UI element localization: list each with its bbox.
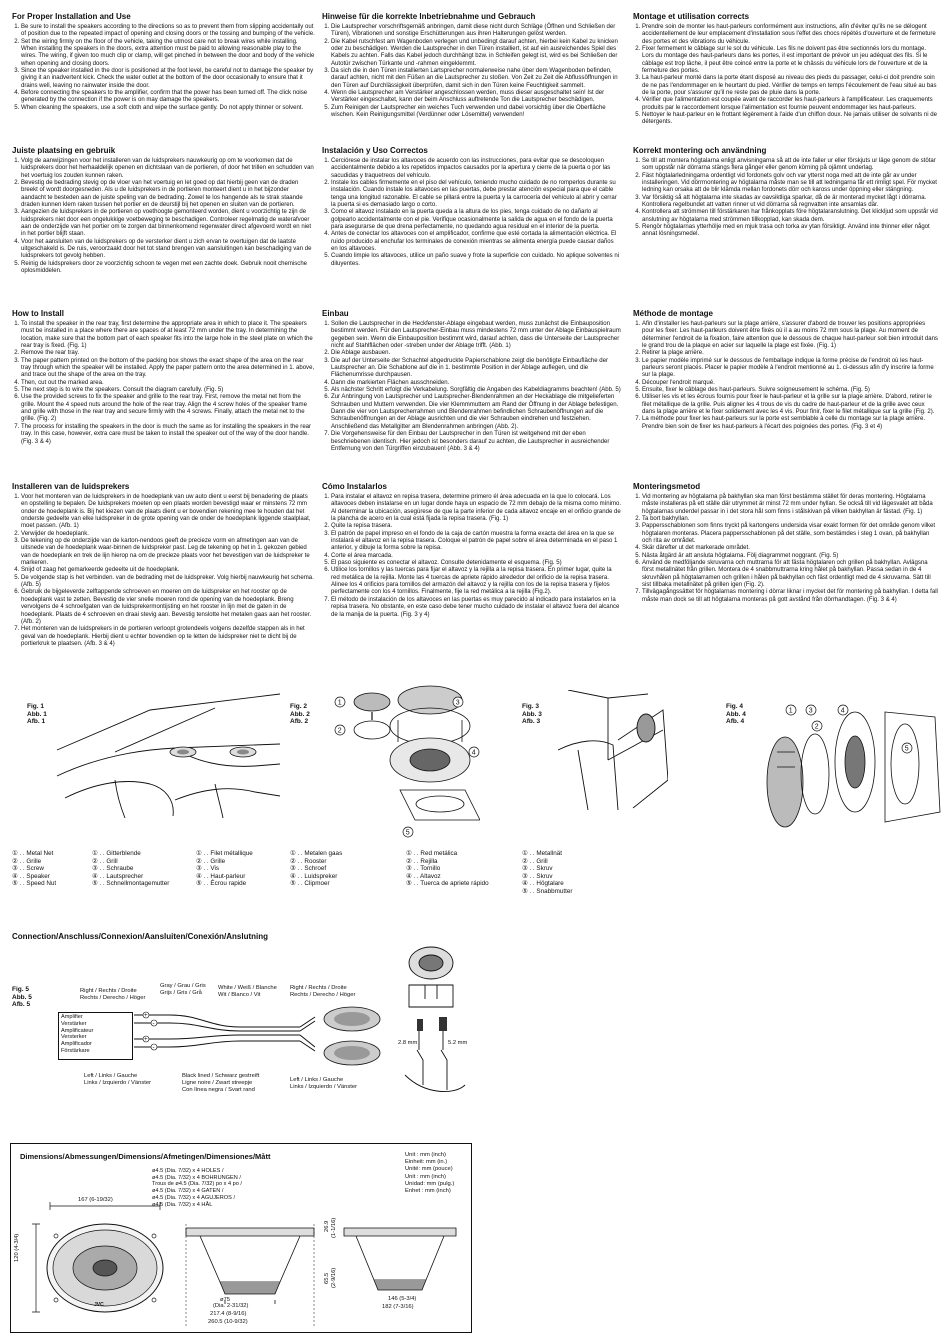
dim-26-9: 26.9 [324, 1220, 330, 1232]
speaker-right-top-icon [324, 1007, 380, 1031]
instruction-item: 1. Afin d'installer les haut-parleurs sur la plage arrière, s'assurer d'abord de trouver les positions appropriées pour les fixer. Les haut-parleurs doivent être fixés où il a au moins 72 mm sous la plage. Au moment de déterminer l'endroit de la fixation, faire attention que le dessous de chaque haut-parleur soit bien introduit dans le grand trou de la plaque en acier sur laquelle la plage est fixée. (Fig. 1) [642, 321, 938, 350]
part-item: ① . . Gitterblende [92, 850, 141, 857]
svg-text:2: 2 [337, 727, 342, 735]
instruction-item: 4. Then, cut out the marked area. [21, 380, 315, 387]
label-right2-sub: Rechts / Derecho / Höger [290, 992, 356, 998]
part-item: ② . . Grill [522, 857, 548, 865]
part-item: ⑤ . . Schnellmontagemutter [92, 880, 170, 888]
instruction-item: 2. Die Kabel rutschfest am Wagenboden verlegen und unbedingt darauf achten, hierbei kein Kabel zu knicken oder zu beschädigen. Werden die Lautsprecher in den Türen installiert, ist auf ein ausreichendes Spiel des Kabels zu achten. Falls das Kabel jedoch durchhängt bzw. in Schleifen gelegt ist, wird es bei Schließen der Autotür zwischen Türkante und -rahmen eingeklemmt. [331, 39, 622, 68]
terminal-detail-diagram [395, 945, 475, 1100]
instruction-list [633, 24, 938, 127]
fig4-label [726, 703, 746, 726]
fig-label-de: Abb. 5 [12, 993, 32, 1001]
holes-label: ø4.5 (Dia. 7/32) x 4 HÅL [152, 1201, 213, 1208]
part-item: ⑤ . . Clipmoer [290, 880, 330, 888]
end-view-drawing [340, 1220, 460, 1300]
dim-5-2: 5.2 mm [448, 1040, 468, 1046]
instruction-item: 2. Verwijder de hoedeplank. [21, 531, 315, 538]
instruction-item: 1. Cerciórese de instalar los altavoces de acuerdo con las instrucciones, para evitar que se descoloquen accidentalmente debido a los repetidos impactos causados por la apertura y cierre de la puerta o por las sacudidas y traquetreos del vehículo. [331, 158, 622, 180]
parts-list-sv [522, 850, 572, 896]
holes-label: Trous de ø4.5 (Dia. 7/32) po x 4 po / [152, 1181, 242, 1188]
instruction-item: 2. Instale los cables firmemente en el piso del vehículo, teniendo mucho cuidado de no romperlos durante su instalación. Cuando instale los altavoces en las puertas, debe prestar atención especial para que el cable tenga una longitud razonable. El cable se pillará entre la puerta y la carrocería del vehículo al abrir y cerrar la puerta si es demasiado largo o corto. [331, 180, 622, 209]
instruction-item: 3. The paper pattern printed on the bottom of the packing box shows the exact shape of the area on the rear tray through which the speaker will be installed. Apply the paper pattern onto the area determined in 1. above, and trace out the shape of the area on the tray. [21, 358, 315, 380]
instruction-item: 2. Ta bort bakhyllan. [642, 516, 938, 523]
unit-label: Unité: mm (pouce) [405, 1166, 453, 1173]
svg-text:4: 4 [840, 707, 845, 715]
instruction-item: 4. Corte el área marcada. [331, 553, 622, 560]
instruction-item: 4. Skär därefter ut det markerade området. [642, 545, 938, 552]
part-item: ⑤ . . Snabbmutter [522, 887, 573, 895]
dim-26-9-sub: (1-1/16) [331, 1217, 337, 1238]
fig4-door-exploded-view [755, 692, 945, 842]
fig3-label [522, 703, 542, 726]
part-item: ① . . Metalen gaas [290, 850, 343, 857]
instruction-item: 2. Set the wiring firmly on the floor of the vehicle, taking the utmost care not to break wires while installing. When installing the speakers in the doors, extra attention must be paid to allowing reasonable play to the wires. The wiring, if given too much clip or clamp, will get pinched in between the door and body of the vehicle when opening and closing doors. [21, 39, 315, 68]
unit-label: Einheit: mm (in.) [405, 1159, 448, 1166]
instruction-item: 3. Le papier modèle imprimé sur le dessous de l'emballage indique la forme précise de l'endroit où les haut-parleurs seront placés. Placer le papier modèle à l'endroit mentionné au 1. ci-dessus afin d'y inscrire la forme sur la plage. [642, 358, 938, 380]
dimensions-title: Dimensions/Abmessungen/Dimensions/Afmetingen/Dimensiones/Mått [20, 1152, 271, 1161]
fig5-label [12, 986, 32, 1009]
amp-label: Verstärker [61, 1020, 87, 1027]
side-view-drawing [180, 1218, 320, 1328]
fig-label-en: Fig. 2 [290, 703, 307, 710]
label-gray: Gray / Grau / Gris [160, 983, 206, 989]
section-title: Installeren van de luidsprekers [12, 482, 130, 491]
part-item: ④ . . Speaker [12, 872, 50, 880]
instruction-item: 5. Cuando limpie los altavoces, utilice un paño suave y frote la superficie con cuidado. No aplique solventes ni diluyentes. [331, 253, 622, 268]
instruction-item: 6. Gebruik de bijgeleverde zelftappende schroeven en moeren om de luidspreker en het rooster op de hoedeplank vast te zetten. Bevestig de vier snelle moeren rond de opening van de hoedeplank. Breng vervolgens de 4 schroefgaten van de luidsprekermontijsting en het rooster in lijn met de gaten in de hoedeplank. Plaats de 4 schroeven en draai stevig aan. Bevestig tenslotte het metalen gaas aan het rooster. (Afb. 2) [21, 589, 315, 626]
section-title: Instalación y Uso Correctos [322, 146, 428, 155]
fig3-door-illustration [558, 690, 668, 810]
fig-label-en: Fig. 4 [726, 703, 743, 710]
part-item: ② . . Rooster [290, 857, 327, 865]
part-item: ⑤ . . Speed Nut [12, 880, 57, 888]
svg-text:+: + [144, 1037, 148, 1043]
svg-text:5: 5 [405, 829, 410, 837]
svg-text:-: - [152, 1021, 155, 1027]
part-item: ③ . . Skruv [522, 872, 553, 880]
instruction-item: 4. Snijd of zaag het gemarkeerde gedeelte uit de hoedeplank. [21, 567, 315, 574]
label-white-sub: Wit / Blanco / Vit [218, 992, 261, 998]
dim-65-5: 65.5 [324, 1272, 330, 1284]
part-item: ③ . . Skruv [522, 865, 553, 873]
instruction-list [12, 494, 315, 648]
units-list [405, 1152, 454, 1195]
fig-label-nl: Afb. 4 [726, 718, 745, 725]
instruction-item: 6. Zur Anbringung von Lautsprecher und Lautsprecher-Blendenrahmen an der Heckablage die mitgelieferten Schrauben und Muttern verwenden. Die vier Klemmmuttern am Rand der Öffnung in der Ablage befestigen. Dann die vier von Lautsprecherrahmen und Blendenrahmen befindlichen Schraubenöffnungen auf die Schraubenöffnungen an der Ablage ausrichten und die vier Schrauben eindrehen und festziehen. Anschließend das Metallgitter am Blendenrahmen anbringen (Abb. 2). [331, 394, 622, 431]
instruction-item: 3. Aangezien de luidsprekers in de portieren op voethoogte gemonteerd worden, dient u voorzichtig te zijn de luidsprekers niet door een ongelukkige voetbeweging te beschadigen. Controleer regelmatig de waterafvoer aan de onderzijde van het portier om te zorgen dat binnenkomend regenwater direct afgevoerd wordt en niet in het portier blijft staan. [21, 209, 315, 238]
instruction-item: 6. Utiliser les vis et les écrous fournis pour fixer le haut-parleur et la grille sur la plage arrière. D'abord, retirer le filet métallique de la grille. Puis aligner les 4 trous de vis du cadre de haut-parleur et de la grille avec ceux dans la plage arrière et le fixer solidement avec les 4 vis. Pour finir, fixer le filet métallique sur la grille (Fig. 2). [642, 394, 938, 416]
instruction-item: 4. Wenn die Lautsprecher am Verstärker angeschlossen werden, muss dieser ausgeschaltet sein! Ist der Verstärker eingeschaltet, kann der beim Anschluss auftretende Ton die Lautsprecher beschädigen. [331, 90, 622, 105]
instruction-item: 3. De tekening op de onderzijde van de karton-nendoos geeft de precieze vorm en afmetingen aan van de uitsnede van de hoedeplank waar-binnen de luidspreker past. Leg de tekening op het in 1. gekozen gebied van de hoedeplank en trek de lijn hierop na om de precieze plaats voor het bevestigen van de luidspreker te markeren. [21, 538, 315, 567]
part-item: ② . . Grille [196, 857, 226, 865]
part-item: ③ . . Screw [12, 865, 44, 873]
amp-label: Amplificador [61, 1041, 92, 1048]
instruction-list [322, 494, 622, 619]
dim-120: 120 (4-3/4) [14, 1233, 20, 1262]
instruction-item: 7. Het monteren van de luidsprekers in de portieren verloopt grotendeels volgens dezelfde stappen als in het geval van de hoedeplank. Hierbij dient u echter bovendien op te letten de luidspreker niet te dicht bij de portierkruk te plaatsen. (Afb. 3 & 4) [21, 626, 315, 648]
instruction-item: 1. Vid montering av högtalarna på bakhyllan ska man först bestämma stället för deras montering. Högtalarna måste installeras på ett ställe där utrymmet är minst 72 mm under hyllan. Se också till vid lägesvalet att båda högtalarnas underdel passar in i det stora hål som finns i stålskivan på vilken bakhyllan är fästad. (Fig. 1) [642, 494, 938, 516]
instruction-list [633, 494, 938, 604]
section-es-install [322, 146, 622, 268]
fig2-label [290, 703, 310, 726]
section-title: Montage et utilisation corrects [633, 12, 750, 21]
part-item: ② . . Rejilla [406, 857, 438, 865]
section-nl-install [12, 146, 315, 276]
instruction-item: 7. The process for installing the speakers in the door is much the same as for installing the speakers in the rear tray. In this case, however, extra care must be taken to install the speaker out of the way of the door handle. (Fig. 3 & 4) [21, 424, 315, 446]
section-title: Cómo Instalarlos [322, 482, 387, 491]
fig-label-de: Abb. 1 [27, 710, 47, 718]
dim-260: 260.5 (10-9/32) [208, 1319, 248, 1325]
section-title: Monteringsmetod [633, 482, 701, 491]
section-de-install [322, 12, 622, 119]
unit-label: Enhet : mm (inch) [405, 1188, 451, 1195]
instruction-list [322, 24, 622, 119]
instruction-item: 2. Die Ablage ausbauen. [331, 350, 622, 357]
section-title: Hinweise für die korrekte Inbetriebnahme und Gebrauch [322, 12, 536, 21]
holes-label: ø4.5 (Dia. 7/32) x 4 GATEN / [152, 1188, 224, 1195]
instruction-item: 5. El paso siguiente es conectar el altavoz. Consulte detenidamente el esquema. (Fig. 5) [331, 560, 622, 567]
instruction-item: 1. Die Lautsprecher vorschriftsgemäß anbringen, damit diese nicht durch Schläge (Öffnen und Schließen der Türen), Vibrationen und sonstige Erschütterungen aus ihren Halterungen gelöst werden. [331, 24, 622, 39]
instruction-item: 2. Fixer fermement le câblage sur le sol du véhicule. Les fils ne doivent pas être sectionnés lors du montage. Lors du montage des haut-parleurs dans les portes, il est important de prévoir un jeu adéquat des fils. Si le câblage est trop lâche, il peut être coincé entre la porte et le châssis du véhicule lors de l'ouverture et de la fermeture des portes. [642, 46, 938, 75]
instruction-item: 5. Rengör högtalarnas ytterhölje med en mjuk trasa och torka av ytan försiktigt. Använd inte thinner eller något annat lösningsmedel. [642, 224, 938, 239]
label-left2: Left / Links / Gauche [290, 1077, 344, 1083]
section-title: Méthode de montage [633, 309, 714, 318]
section-sv-install [633, 146, 938, 239]
part-item: ② . . Grill [92, 857, 118, 865]
svg-text:+: + [144, 1013, 148, 1019]
holes-label: ø4.5 (Dia. 7/32) x 4 AGUJEROS / [152, 1194, 236, 1201]
dim-217: 217.4 (8-9/16) [210, 1311, 247, 1317]
instruction-item: 2. Remove the rear tray. [21, 350, 315, 357]
part-item: ⑤ . . Tuerca de apriete rápido [406, 880, 489, 888]
dim-75-sub: (Dia. 2-31/32) [213, 1303, 249, 1309]
fig-label-de: Abb. 3 [522, 710, 542, 718]
instruction-item: 7. El método de instalación de los altavoces en las puertas es muy parecido al indicado para instalarlos en la repisa trasera. No obstante, en este caso debe tener mucho cuidado de instalar el altavoz fuera del alcance de la manija de la puerta. (Fig. 3 y 4) [331, 597, 622, 619]
part-item: ⑤ . . Écrou rapide [196, 880, 247, 888]
instruction-item: 3. El patrón de papel impreso en el fondo de la caja de cartón muestra la forma exacta del área en la que se instalará el altavoz en la repisa trasera. Coloque el patrón de papel sobre el área determinada en el paso 1 anterior, y dibuje la forma sobre la repisa. [331, 531, 622, 553]
instruction-item: 3. Como el altavoz instalado en la puerta queda a la altura de los pies, tenga cuidado de no dañarlo al golpearlo accidentalmente con el pie. Verifique ocasionalmente la salida de agua en el fondo de la puerta para asegurarse de que drena perfectamente, no quedando agua residual en el interior de la puerta. [331, 209, 622, 231]
instruction-item: 5. Nettoyer le haut-parleur en le frottant légèrement à l'aide d'un chiffon doux. Ne jamais utiliser de solvants ni de détergents. [642, 112, 938, 127]
instruction-item: 5. Als nächster Schritt erfolgt die Verkabelung. Sorgfältig die Angaben des Kabeldiagramms beachten! (Abb. 5) [331, 387, 622, 394]
instruction-list [12, 24, 315, 112]
instruction-item: 3. Since the speaker installed in the door is positioned at the foot level, be careful not to damage the speaker by giving it an inadvertent kick. Check the water outlet at the bottom of the door occasionally to ensure that it drains well, leaving no rainwater inside the door. [21, 68, 315, 90]
instruction-item: 5. Ensuite, fixer le câblage des haut-parleurs. Suivre soigneusement le schéma. (Fig. 5) [642, 387, 938, 394]
instruction-item: 1. Be sure to install the speakers according to the directions so as to prevent them from slipping accidentally out of position due to the repeated impact of opening and closing doors or the tossing and bumping of the vehicle. [21, 24, 315, 39]
speaker-left-bottom-icon [324, 1041, 380, 1065]
instruction-item: 7. Die Vorgehensweise für den Einbau der Lautsprecher in den Türen ist weitgehend mit der eben beschriebenen identisch. Hier jedoch ist besonders darauf zu achten, die Lautsprecher in ausreichender Entfernung von den Türgriffen einzubauen! (Abb. 3 & 4) [331, 431, 622, 453]
instruction-item: 5. Zum Reinigen der Lautsprecher ein weiches Tuch verwenden und dabei vorsichtig über die Oberfläche wischen. Kein Reinigungsmittel (Verdünner oder Lösemittel) verwenden! [331, 105, 622, 120]
instruction-item: 2. Quite la repisa trasera. [331, 523, 622, 530]
part-item: ③ . . Vis [196, 865, 220, 873]
section-title: Juiste plaatsing en gebruik [12, 146, 116, 155]
dim-182: 182 (7-3/16) [382, 1304, 414, 1310]
part-item: ④ . . Altavoz [406, 872, 441, 880]
part-item: ④ . . Luidspreker [290, 872, 338, 880]
instruction-list [322, 158, 622, 268]
fig-label-en: Fig. 3 [522, 703, 539, 710]
instruction-item: 2. Fäst högtalarledningarna ordentligt vid fordonets golv och var ytterst noga med att de inte går av under installeringen. Vid dörrmontering av högtalarna måste man se till att ledningarna får ett rimligt spel. För mycket ledning kan orsaka att de blir klämda mellan fordonets dörr och kaross under öppning eller stängning. [642, 173, 938, 195]
instruction-item: 1. To install the speaker in the rear tray, first determine the appropriate area in which to place it. The speakers must be installed in a place where there are spaces of at least 72 mm under the tray. In determining the location, make sure that the bottom part of each speaker fits into the large hole in the steel plate on which the rear tray is fixed. (Fig. 1) [21, 321, 315, 350]
instruction-item: 4. Voor het aansluiten van de luidsprekers op de versterker dient u zich ervan te overtuigen dat de laatste uitgeschakeld is. De ruis, veroorzaakt door het tot stand brengen van aansluitingen kan beschadiging van de luidsprekers tot gevolg hebben. [21, 239, 315, 261]
instruction-item: 3. Pappersschablonen som finns tryckt på kartongens undersida visar exakt formen för det område genom vilket högtalaren monteras. Placera pappersschablonen på det ställe, som bestämdes i steg 1 ovan, på bakhyllan och rita av området. [642, 523, 938, 545]
fig2-exploded-view [330, 680, 480, 840]
instruction-list [12, 158, 315, 276]
instruction-item: 4. Before connecting the speakers to the amplifier, confirm that the power has been turned off. The click noise generated by the connection if the power is on may damage the speakers. [21, 90, 315, 105]
unit-label: Unit : mm (inch) [405, 1173, 446, 1180]
dim-2-8: 2.8 mm [398, 1040, 418, 1046]
instruction-item: 5. The next step is to wire the speakers. Consult the diagram carefully. (Fig. 5) [21, 387, 315, 394]
svg-text:3: 3 [808, 707, 813, 715]
amplifier-box [58, 1012, 133, 1060]
instruction-item: 4. Découper l'endroit marqué. [642, 380, 938, 387]
instruction-item: 3. Da sich die in den Türen installierten Lartsprecher normalerweise nahe über dem Wagenboden befinden, darauf achten, nicht mit den Füßen an die Lautsprecher zu stoßen. Von Zeit zu Zeit die Abflussöffnungen in den Türen auf Durchlässigkeit überprüfen, damit sich in den Türen keine Feuchtigkeit sammelt. [331, 68, 622, 90]
instruction-item: 5. Reinig de luidsprekers door ze voorzichtig schoon te vegen met een zachte doek. Gebruik nooit chemische oplosmiddelen. [21, 261, 315, 276]
holes-label: ø4.5 (Dia. 7/32) x 4 HOLES / [152, 1168, 224, 1174]
instruction-item: 4. Kontrollera att strömmen till förstärkaren har frånkopplats före högtalaranslutning. Det klickljud som uppstår vid anslutning av högtalarna med strömmen tillkopplad, kan skada dem. [642, 209, 938, 224]
label-black: Black lined / Schwarz gestreift [182, 1073, 260, 1079]
section-title: For Proper Installation and Use [12, 12, 131, 21]
part-item: ④ . . Haut-parleur [196, 872, 246, 880]
fig1-rear-tray-illustration [55, 688, 280, 818]
instruction-item: 7. Tillvägagångssättet för högtalarnas montering i dörrar liknar i mycket det för montering på bakhyllan. I detta fall måste man dock se till att högtalarna monteras på gott avstånd från dörrhandtagen. (Fig. 3 & 4) [642, 589, 938, 604]
instruction-item: 6. Använd de medföljande skruvarna och muttrarna för att fästa högtalaren och grillen på bakhyllan. Avlägsna först metallnätet från grillen. Montera de 4 snabbmuttrarna kring hålet på bakhyllan. Passa sedan in de 4 skruvhålen på högtalarramen och grillen i hålen på bakhyllan och fäst ordentligt med de 4 skruvarna. Sätt till sist tillbaka metallnätet på grillen igen (Fig. 2). [642, 560, 938, 589]
section-en-install [12, 12, 315, 112]
part-item: ④ . . Lautsprecher [92, 872, 144, 880]
fig-label-nl: Afb. 3 [522, 718, 541, 725]
parts-list-nl [290, 850, 342, 888]
dim-146: 146 (5-3/4) [388, 1296, 417, 1302]
amp-label: Versterker [61, 1034, 87, 1041]
svg-text:1: 1 [337, 699, 342, 707]
section-title: Einbau [322, 309, 349, 318]
instruction-item: 3. Var försiktig så att högtalarna inte skadas av oavsiktliga sparkar, då de är monterad mycket lågt i dörrarna. Kontrollera regelbundet att vatten rinner ut vid dörrarna så regnvatten inte ansamlas där. [642, 195, 938, 210]
part-item: ③ . . Tornillo [406, 865, 441, 873]
label-right-top: Right / Rechts / Droite [80, 988, 137, 994]
section-fr-how [633, 309, 938, 431]
section-es-how [322, 482, 622, 619]
fig-label-nl: Afb. 5 [12, 1001, 31, 1008]
speaker-left-icon [170, 747, 196, 757]
label-left2-sub: Links / Izquierdo / Vänster [290, 1084, 358, 1090]
instruction-item: 4. Dann die markierten Flächen ausschneiden. [331, 380, 622, 387]
front-view-drawing [20, 1200, 175, 1330]
instruction-item: 4. Antes de conectar los altavoces con el amplificador, confirme que esté cortada la alimentación eléctrica. El ruido producido al enchufar los terminales de conexión mientras se alimenta energía puede causar daños en los altavoces. [331, 231, 622, 253]
section-de-how [322, 309, 622, 453]
svg-text:-: - [152, 1045, 155, 1051]
label-black-sub2: Con línea negra / Svart rand [182, 1087, 255, 1093]
amp-label: Amplifier [61, 1014, 83, 1020]
part-item: ① . . Metallnät [522, 850, 562, 857]
amp-label: Amplificateur [61, 1027, 94, 1034]
section-en-how [12, 309, 315, 446]
connection-title: Connection/Anschluss/Connexion/Aansluiten/Conexión/Anslutning [12, 932, 269, 941]
label-black-sub1: Ligne noire / Zwart streepje [182, 1080, 253, 1086]
part-item: ③ . . Schroef [290, 865, 327, 873]
instruction-item: 1. Para instalar el altavoz en repisa trasera, determine primero él área adecuada en la que lo colocará. Los altavoces deben instalarse en un lugar donde haya un espacio de 72 mm debajo de la misma como mínimo. Al determinar la ubicación, asegúrese de que la parte inferior de cada altavoz encaje en el orificio grande de la plancha de acero en la cual está fijada la repisa trasera. (Fig. 1) [331, 494, 622, 523]
instruction-item: 4. Vérifier que l'alimentation est coupée avant de raccorder les haut-parleurs à l'amplificateur. Les craquements produits par le raccordement lorsque l'alimentation est fournie peuvent endommager les haut-parleurs. [642, 97, 938, 112]
fig-label-de: Abb. 4 [726, 710, 746, 718]
holes-label: ø4.5 (Dia. 7/32) x 4 BOHRUNGEN / [152, 1174, 241, 1181]
parts-list-fr [196, 850, 253, 888]
instruction-item: 6. Utilice los tornillos y las tuercas para fijar el altavoz y la rejilla a la repisa trasera. En primer lugar, quite la red metálica de la rejilla. Monte las 4 tuercas de apriete rápido alrededor del orificio de la repisa trasera. Alinee los 4 orificios para tornillos del armazón del altavoz y la rejilla con los de la repisa trasera y fíjelos perfectamente con los 4 tornillos. Finalmente, fije la red metálica a la rejilla (Fig.2). [331, 567, 622, 596]
dim-75: ø75 [220, 1297, 230, 1303]
section-sv-how [633, 482, 938, 604]
instruction-item: 6. Use the provided screws to fix the speaker and grille to the rear tray. First, remove the metal net from the grille. Mount the 4 speed nuts around the hole of the rear tray. Align the 4 screw holes of the speaker frame and grille with those in the rear tray and secure firmly with the 4 screws. Finally, attach the metal net to the grille. (Fig. 2) [21, 394, 315, 423]
label-right-sub: Rechts / Derecho / Höger [80, 995, 146, 1001]
part-item: ① . . Filet métallique [196, 850, 253, 857]
svg-text:1: 1 [788, 707, 793, 715]
instruction-list [633, 158, 938, 239]
section-title: Korrekt montering och användning [633, 146, 767, 155]
svg-text:2: 2 [814, 723, 819, 731]
instruction-item: 1. Sollen die Lautsprecher in die Heckfenster-Ablage eingebaut werden, muss zunächst die Einbauposition bestimmt werden. Für den Lautsprecher-Einbau muss mindestens 72 mm unter der Ablage Einbauspielraum gegeben sein. Wenn die Einbauposition bestimmt wird, darauf achten, dass die Unterseite der Lautsprecher nicht auf Stahlflächen oder -streben under der Ablage trifft. (Abb. 1) [331, 321, 622, 350]
instruction-item: 3. Die auf der Unterseite der Schachtel abgedruckte Papierschablone zeigt die benötigte Einbaufläche der Lautsprecher an. Die Schablone auf die in 1. bestimmte Position in der Ablage auflegen, und die Flächenumrisse durchpausen. [331, 358, 622, 380]
section-nl-how [12, 482, 315, 648]
fig-label-en: Fig. 1 [27, 703, 44, 710]
parts-list-en [12, 850, 56, 888]
label-left-sub: Links / Izquierdo / Vänster [84, 1080, 152, 1086]
label-left: Left / Links / Gauche [84, 1073, 138, 1079]
fig-label-en: Fig. 5 [12, 986, 29, 993]
instruction-item: 1. Volg de aanwijzingen voor het installeren van de luidsprekers nauwkeurig op om te voorkomen dat de luidsprekers door het herhaaldelijk openen en dichtslaan van de portieren, of door het trillen en schudden van het voertuig los zouden kunnen raken. [21, 158, 315, 180]
svg-text:3: 3 [455, 699, 460, 707]
instruction-item: 5. When cleaning the speakers, use a soft cloth and wipe the surface gently. Do not apply thinner or solvent. [21, 105, 315, 112]
instruction-item: 7. La méthode pour fixer les haut-parleurs sur la porte est semblable à celle du montage sur la plage arrière. Prendre bien soin de fixer les haut-parleurs à l'écart des poignées des portes. (Fig. 3 et 4) [642, 416, 938, 431]
instruction-item: 3. La haut-parleur monté dans la porte étant disposé au niveau des pieds du passager, celui-ci doit prendre soin de ne pas l'endommager en le heurtant du pied. Vérifier de temps en temps l'écoulement de l'eau situé au bas de la porte, pour s'assurer qu'il ne reste pas de pluie dans la porte. [642, 75, 938, 97]
instruction-item: 5. Nästa åtgärd är att ansluta högtalarna. Följ diagrammet noggrant. (Fig. 5) [642, 553, 938, 560]
section-fr-install [633, 12, 938, 127]
label-gray-sub: Grijs / Gris / Grå [160, 990, 202, 996]
instruction-item: 1. Voor het monteren van de luidsprekers in de hoedeplank van uw auto dient u eerst bij benadering de plaats en opstelling te bepalen. De luidsprekers moeten op een plaats worden bevestigd waar er minstens 72 mm onder de hoedeplank is. Bij het kiezen van de plaats dient u er bovendien rekening mee te houden dat het onderste gedeelte van elke luidspreker in de grote opening van de onder de hoedeplank liggende staalplaat, moet passen. (Afb. 1) [21, 494, 315, 531]
unit-label: Unit : mm (inch) [405, 1152, 446, 1158]
instruction-item: 2. Bevestig de bedrading stevig op de vloer van het voertuig en let goed op dat hierbij geen van de draden breekt of wordt doorgesneden. Als u de luidsprekers in de portieren monteert dient u in het bijzonder aandacht te besteden aan de juiste speling van de bedrading. Zowel te los hangende als te strak staande draden kunnen klem raken tussen het portier en de deurstijl bij het openen en sluiten van de portieren. [21, 180, 315, 209]
unit-label: Unidad: mm (pulg.) [405, 1180, 455, 1187]
part-item: ② . . Grille [12, 857, 42, 865]
fig-label-nl: Afb. 1 [27, 718, 46, 725]
wiring-diagram [130, 995, 390, 1075]
parts-list-es [406, 850, 489, 888]
dim-167: 167 (6-19/32) [78, 1197, 113, 1203]
part-item: ① . . Red metálica [406, 850, 458, 857]
svg-text:4: 4 [471, 749, 476, 757]
label-right2: Right / Rechts / Droite [290, 985, 347, 991]
part-item: ① . . Metal Net [12, 850, 54, 857]
svg-text:5: 5 [904, 745, 909, 753]
part-item: ④ . . Högtalare [522, 880, 564, 888]
parts-list-de [92, 850, 169, 888]
instruction-item: 1. Se till att montera högtalarna enligt anvisningarna så att de inte faller ur eller förskjuts ur läge genom de stötar som uppstår när dörrarna stängs flera gånger eller genom körning på ojämnt underlag. [642, 158, 938, 173]
fig1-label [27, 703, 47, 726]
amp-label: Förstärkare [61, 1047, 90, 1054]
instruction-list [12, 321, 315, 446]
fig-label-nl: Afb. 2 [290, 718, 309, 725]
brand-logo: JVC [94, 1302, 104, 1308]
speaker-right-icon [230, 747, 256, 757]
instruction-list [633, 321, 938, 431]
instruction-item: 1. Prendre soin de monter les haut-parleurs conformément aux instructions, afin d'éviter qu'ils ne se délogent accidentellement de leur emplacement d'installation sous l'effet des chocs répétés d'ouverture et de fermeture des portes et des vibrations du véhicule. [642, 24, 938, 46]
instruction-item: 5. De volgende stap is het verbinden. van de bedrading met de luidspreker. Volg hierbij nauwkeurig het schema. (Afb. 5) [21, 575, 315, 590]
label-white: White / Weiß / Blanche [218, 985, 277, 991]
part-item: ③ . . Schraube [92, 865, 134, 873]
dim-65-5-sub: (2-9/16) [331, 1267, 337, 1288]
instruction-list [322, 321, 622, 453]
section-title: How to Install [12, 309, 64, 318]
fig-label-de: Abb. 2 [290, 710, 310, 718]
instruction-item: 2. Retirer la plage arrière. [642, 350, 938, 357]
